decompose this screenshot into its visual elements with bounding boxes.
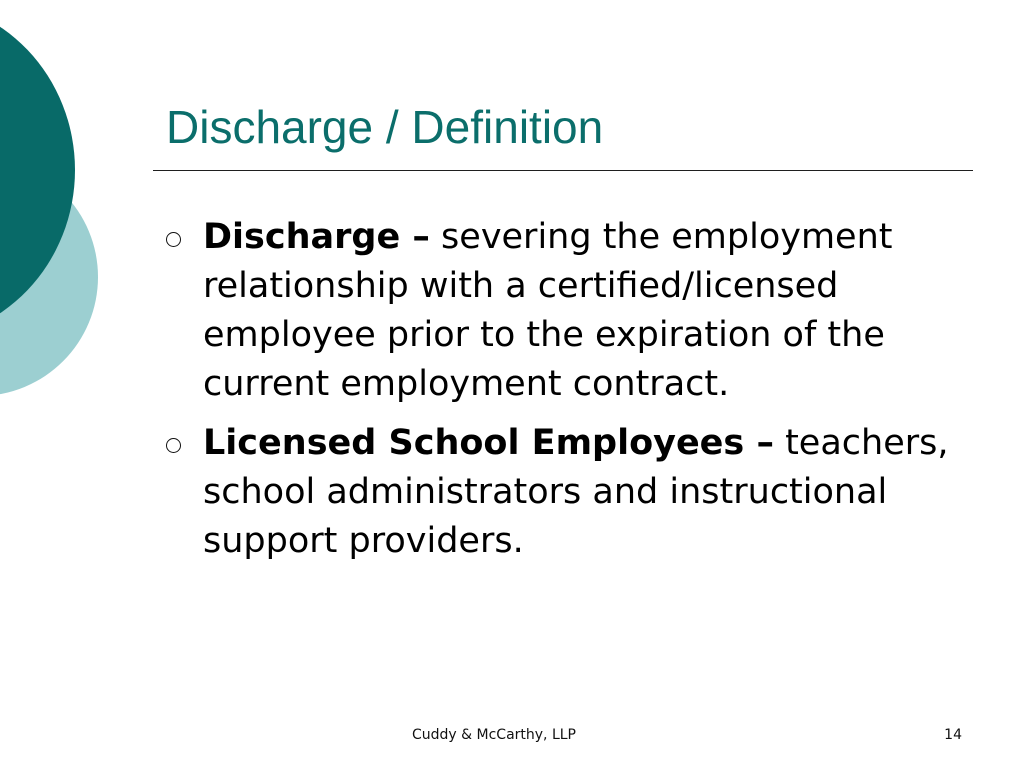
- bullet-definition: severing the employment relationship with a certified/licensed employee prior to the expiration of the current employment contract.: [203, 217, 893, 404]
- bullet-list: [166, 213, 966, 576]
- bullet-term: Discharge –: [203, 217, 430, 257]
- slide-title: Discharge / Definition: [166, 101, 604, 153]
- bullet-definition: teachers, school administrators and instructional support providers.: [203, 423, 949, 561]
- bullet-term: Licensed School Employees –: [203, 423, 774, 463]
- footer-text: Cuddy & McCarthy, LLP: [412, 727, 577, 743]
- title-divider: [153, 170, 973, 171]
- hollow-circle-bullet-icon: [166, 232, 181, 247]
- hollow-circle-bullet-icon: [166, 438, 181, 453]
- bullet-item-discharge: [166, 213, 966, 409]
- bullet-item-licensed-school-employees: [166, 419, 966, 566]
- slide-number: 14: [944, 727, 962, 743]
